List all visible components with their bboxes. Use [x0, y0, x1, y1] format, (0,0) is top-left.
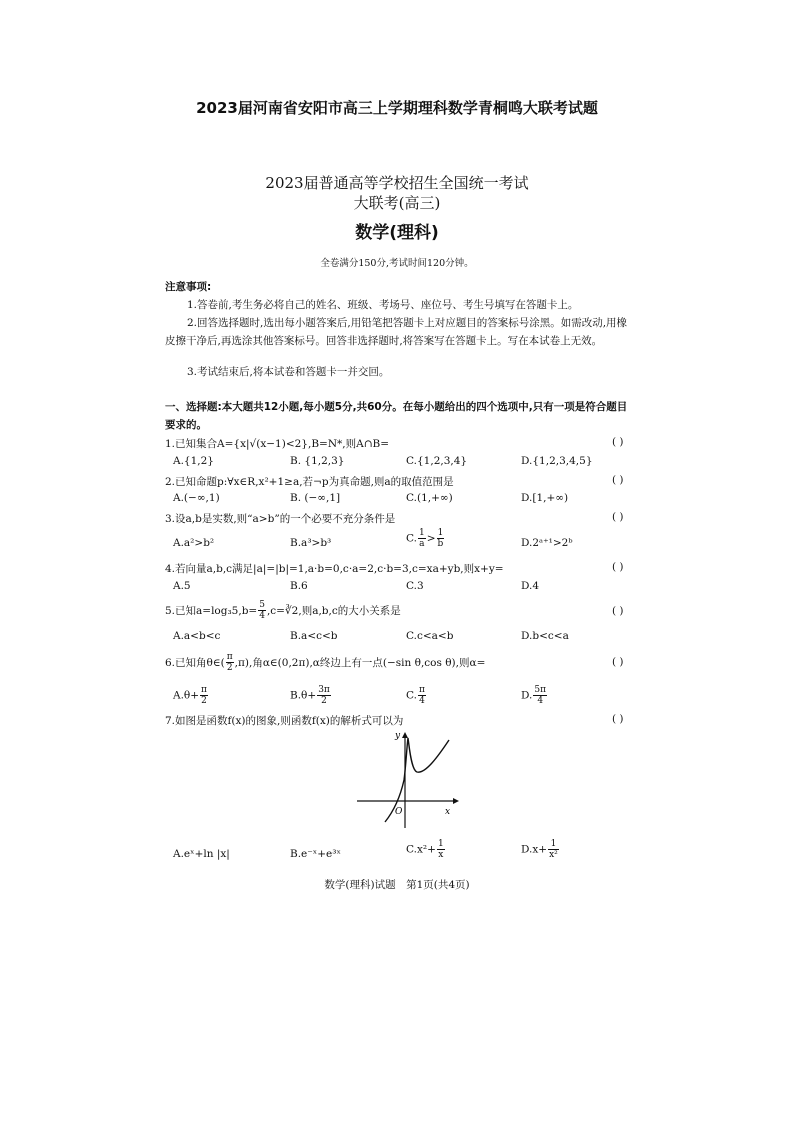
- q7-option-d: D.x+ $\frac{1}{\text{x²}}$: [521, 839, 558, 860]
- subject-title: 数学(理科): [355, 223, 439, 243]
- q3-option-c: C. $\frac{1}{a}$ > $\frac{1}{b}$: [406, 528, 444, 549]
- notes-heading: 注意事项:: [165, 281, 212, 293]
- q4-option-b: B.6: [290, 580, 308, 592]
- x-axis-label: x: [445, 807, 451, 817]
- function-graph: [355, 730, 460, 830]
- answer-paren-7: ( ): [612, 713, 624, 725]
- exam-title: 2023届普通高等学校招生全国统一考试: [265, 174, 529, 192]
- answer-paren-4: ( ): [612, 561, 624, 573]
- document-title: 2023届河南省安阳市高三上学期理科数学青桐鸣大联考试题: [196, 99, 598, 117]
- q6-option-b: B.θ+ $\frac{3\pi}{2}$: [290, 685, 330, 706]
- answer-paren-1: ( ): [612, 436, 624, 448]
- q5-option-b: B.a<c<b: [290, 630, 338, 642]
- answer-paren-3: ( ): [612, 511, 624, 523]
- question-5-stem: 5.已知a=log₃5,b= $\frac{5}{4}$ ,c=∛2,则a,b,c的大小关系是: [165, 600, 401, 621]
- note-item-2: 2.回答选择题时,选出每小题答案后,用铅笔把答题卡上对应题目的答案标号涂黑。如需改动,用橡皮擦干净后,再选涂其他答案标号。回答非选择题时,将答案写在答题卡上。写在本试卷上无效。: [165, 317, 628, 347]
- q3-option-a: A.a²>b²: [173, 537, 215, 549]
- page-footer: 数学(理科)试题 第1页(共4页): [324, 879, 470, 891]
- q6-option-d: D. $\frac{5\pi}{4}$: [521, 685, 547, 706]
- section-heading: 一、选择题:本大题共12小题,每小题5分,共60分。在每小题给出的四个选项中,只有一项是符合题目要求的。: [165, 401, 628, 431]
- answer-paren-5: ( ): [612, 605, 624, 617]
- q4-option-d: D.4: [521, 580, 540, 592]
- question-4-stem: 4.若向量a,b,c满足|a|=|b|=1,a·b=0,c·a=2,c·b=3,c=xa+yb,则x+y=: [165, 563, 504, 575]
- q5-option-d: D.b<c<a: [521, 630, 569, 642]
- q3-option-b: B.a³>b³: [290, 537, 332, 549]
- q6-option-a: A.θ+ $\frac{\pi}{2}$: [173, 685, 207, 706]
- q4-option-c: C.3: [406, 580, 424, 592]
- answer-paren-2: ( ): [612, 474, 624, 486]
- q4-option-a: A.5: [173, 580, 191, 592]
- q2-option-d: D.[1,+∞): [521, 492, 569, 504]
- question-2-stem: 2.已知命题p:∀x∈R,x²+1≥a,若¬p为真命题,则a的取值范围是: [165, 476, 454, 488]
- note-item-3: 3.考试结束后,将本试卷和答题卡一并交回。: [187, 366, 390, 378]
- answer-paren-6: ( ): [612, 656, 624, 668]
- question-7-stem: 7.如图是函数f(x)的图象,则函数f(x)的解析式可以为: [165, 715, 404, 727]
- q2-option-a: A.(−∞,1): [173, 492, 220, 504]
- y-axis-label: y: [395, 731, 401, 741]
- q6-option-c: C. $\frac{\pi}{4}$: [406, 685, 425, 706]
- q7-option-c: C.x²+ $\frac{1}{x}$: [406, 839, 444, 860]
- q5-option-a: A.a<b<c: [173, 630, 221, 642]
- score-line: 全卷满分150分,考试时间120分钟。: [320, 258, 474, 269]
- origin-label: O: [395, 807, 403, 817]
- x-axis-arrow: [453, 798, 459, 804]
- q1-option-c: C.{1,2,3,4}: [406, 455, 468, 467]
- q2-option-c: C.(1,+∞): [406, 492, 453, 504]
- question-3-stem: 3.设a,b是实数,则“a>b”的一个必要不充分条件是: [165, 513, 396, 525]
- q1-option-d: D.{1,2,3,4,5}: [521, 455, 593, 467]
- q1-option-a: A.{1,2}: [173, 455, 214, 467]
- q3-option-d: D.2ᵃ⁺¹>2ᵇ: [521, 537, 573, 549]
- q2-option-b: B. (−∞,1]: [290, 492, 341, 504]
- q5-option-c: C.c<a<b: [406, 630, 454, 642]
- question-1-stem: 1.已知集合A={x|√(x−1)<2},B=N*,则A∩B=: [165, 438, 390, 450]
- exam-subtitle: 大联考(高三): [353, 194, 441, 212]
- y-axis-arrow: [402, 732, 408, 738]
- note-item-1: 1.答卷前,考生务必将自己的姓名、班级、考场号、座位号、考生号填写在答题卡上。: [187, 299, 579, 311]
- q7-option-b: B.e⁻ˣ+e³ˣ: [290, 848, 341, 860]
- q1-option-b: B. {1,2,3}: [290, 455, 345, 467]
- question-6-stem: 6.已知角θ∈( $\frac{\pi}{2}$ ,π),角α∈(0,2π),α终边上有一点(−sin θ,cos θ),则α=: [165, 652, 486, 673]
- q7-option-a: A.eˣ+ln |x|: [173, 848, 230, 860]
